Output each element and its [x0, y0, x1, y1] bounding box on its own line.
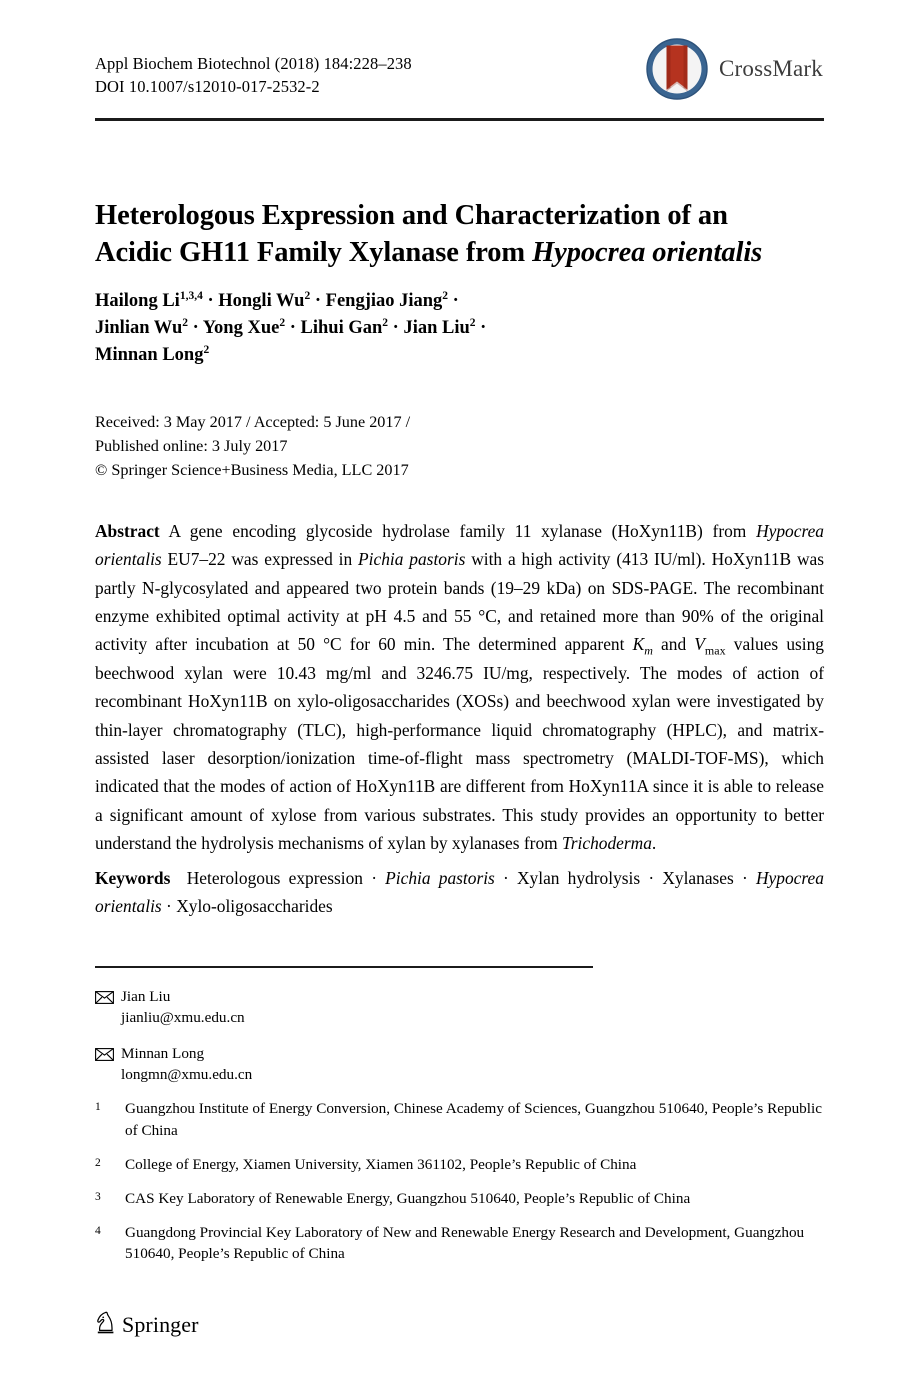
crossmark-logo-icon: [644, 36, 710, 102]
affiliation-text: Guangdong Provincial Key Laboratory of New and Renewable Energy Research and Development, Guangzhou 510640, People’s Republic of China: [125, 1223, 805, 1263]
author-affiliation-ref: 2: [279, 316, 286, 329]
abstract-label: Abstract: [95, 521, 160, 541]
correspondence-email[interactable]: longmn@xmu.edu.cn: [121, 1065, 253, 1083]
affiliation-number: 2: [95, 1156, 101, 1169]
keyword-separator: ·: [166, 895, 172, 916]
author-name: Hailong Li: [95, 291, 180, 311]
affiliation-row: [95, 1154, 835, 1176]
affiliation-text: College of Energy, Xiamen University, Xiamen 361102, People’s Republic of China: [125, 1155, 637, 1173]
publisher-footer: [95, 1310, 199, 1340]
affiliation-text: CAS Key Laboratory of Renewable Energy, Guangzhou 510640, People’s Republic of China: [125, 1189, 691, 1207]
abstract-text-1: A gene encoding glycoside hydrolase family 11 xylanase (HoXyn11B) from: [168, 521, 757, 541]
copyright-line: © Springer Science+Business Media, LLC 2017: [95, 460, 409, 479]
keyword-separator: ·: [371, 868, 377, 888]
author-affiliation-ref: 2: [304, 289, 311, 302]
author-entry: [326, 291, 448, 311]
correspondence-entry: [95, 986, 695, 1029]
author-separator: ·: [480, 318, 487, 338]
affiliation-number: 1: [95, 1101, 101, 1113]
abstract-text-4: and: [652, 634, 695, 655]
abstract-vmax-subscript: max: [704, 643, 726, 658]
abstract-text-5: values using beechwood xylan were 10.43 mg/ml and 3246.75 IU/mg, respectively. The modes of action of recombinant HoXyn11B on xylo-oligosaccharides (XOSs) and beechwood xylan were investigated by thin-layer chromatography (TLC), high-performance liquid chromatography (HPLC), and matrix-assisted laser desorption/ionization time-of-flight mass spectrometry (MALDI-TOF-MS), which indicated that the modes of action of HoXyn11B are different from HoXyn11A since it is able to release a significant amount of xylose from various substrates. This study provides an opportunity to better understand the hydrolysis mechanisms of xylan by xylanases from: [95, 634, 825, 853]
abstract-vmax-symbol: V: [694, 634, 705, 655]
envelope-icon: [95, 986, 121, 1010]
author-entry: [403, 318, 475, 338]
author-name: Lihui Gan: [300, 318, 383, 338]
keyword-item: Heterologous expression: [186, 868, 363, 888]
correspondence-details: [121, 1043, 695, 1086]
correspondence-name: Jian Liu: [121, 988, 171, 1005]
abstract-species-1: Hypocrea orientalis: [95, 521, 824, 570]
correspondence-name: Minnan Long: [121, 1044, 205, 1062]
affiliations-section: [95, 1098, 835, 1277]
author-name: Hongli Wu: [218, 291, 305, 311]
keywords-section: [95, 865, 824, 921]
author-separator: ·: [452, 291, 459, 311]
author-affiliation-ref: 2: [182, 316, 188, 329]
author-separator: ·: [392, 318, 399, 338]
keyword-item: Xylanases: [662, 868, 734, 888]
received-accepted-line: Received: 3 May 2017 / Accepted: 5 June 2017 /: [95, 413, 411, 431]
page-header: [95, 52, 823, 102]
crossmark-label: CrossMark: [718, 56, 823, 81]
keywords-label: Keywords: [95, 868, 171, 888]
affiliation-row: [95, 1222, 835, 1266]
keyword-item: Pichia pastoris: [385, 868, 495, 888]
correspondence-details: [121, 986, 695, 1029]
footnote-divider: [95, 966, 593, 968]
envelope-icon: [95, 1043, 121, 1067]
abstract-species-3: Trichoderma: [562, 832, 652, 853]
journal-citation-line: Appl Biochem Biotechnol (2018) 184:228–238: [95, 54, 412, 73]
abstract-section: [95, 517, 824, 857]
header-divider: [95, 118, 824, 121]
keyword-item: Xylan hydrolysis: [516, 868, 641, 888]
abstract-text-3: with a high activity (413 IU/ml). HoXyn11B was partly N-glycosylated and appeared two protein bands (19–29 kDa) on SDS-PAGE. The recombinant enzyme exhibited optimal activity at pH 4.5 and 55 °C, and retained more than 90% of the original activity after incubation at 50 °C for 60 min. The determined apparent: [95, 549, 825, 655]
author-affiliation-ref: 2: [382, 316, 389, 329]
page-title: [95, 197, 835, 271]
crossmark-badge[interactable]: [644, 36, 823, 102]
author-entry: [95, 345, 209, 365]
author-name: Jinlian Wu: [95, 318, 183, 338]
springer-knight-icon: [95, 1310, 117, 1340]
publication-dates: [95, 411, 695, 482]
author-separator: ·: [289, 318, 296, 338]
abstract-text-2: EU7–22 was expressed in: [161, 549, 359, 570]
author-list: [95, 288, 695, 369]
published-online-line: Published online: 3 July 2017: [95, 436, 288, 455]
keyword-item: Xylo-oligosaccharides: [176, 895, 333, 916]
affiliation-number: 3: [95, 1190, 101, 1203]
abstract-km-subscript: m: [644, 643, 653, 658]
keyword-separator: ·: [503, 868, 509, 888]
correspondence-email[interactable]: jianliu@xmu.edu.cn: [121, 1009, 245, 1027]
author-affiliation-ref: 2: [469, 316, 476, 329]
keyword-item: Hypocrea orientalis: [95, 868, 824, 916]
author-separator: ·: [207, 291, 214, 311]
author-entry: [301, 318, 389, 338]
author-name: Minnan Long: [95, 345, 204, 365]
affiliation-row: [95, 1188, 835, 1210]
author-entry: [95, 291, 203, 311]
author-entry: [218, 291, 310, 311]
correspondence-entry: [95, 1043, 695, 1086]
author-name: Jian Liu: [403, 318, 470, 338]
abstract-text-6: .: [651, 832, 657, 853]
affiliation-number: 4: [95, 1224, 101, 1237]
author-name: Fengjiao Jiang: [325, 291, 443, 311]
author-affiliation-ref: 2: [442, 289, 449, 302]
publisher-name: Springer: [122, 1312, 199, 1337]
author-separator: ·: [192, 318, 199, 338]
doi-line: DOI 10.1007/s12010-017-2532-2: [95, 77, 320, 97]
correspondence-section: [95, 986, 695, 1099]
author-affiliation-ref: 2: [203, 343, 210, 356]
author-name: Yong Xue: [202, 318, 280, 338]
keyword-separator: ·: [741, 868, 748, 888]
affiliation-row: [95, 1098, 835, 1142]
abstract-species-2: Pichia pastoris: [358, 549, 466, 570]
author-entry: [95, 318, 188, 338]
keyword-separator: ·: [648, 868, 655, 888]
title-line-1: Heterologous Expression and Characterization of an: [95, 200, 728, 232]
affiliation-text: Guangzhou Institute of Energy Conversion, Chinese Academy of Sciences, Guangzhou 510640, People’s Republic of China: [125, 1100, 822, 1139]
author-separator: ·: [314, 291, 322, 311]
abstract-km-symbol: K: [632, 634, 645, 655]
title-species-name: Hypocrea orientalis: [532, 237, 763, 269]
author-affiliation-ref: 1,3,4: [179, 289, 203, 302]
title-line-2-prefix: Acidic GH11 Family Xylanase from: [95, 237, 533, 269]
author-entry: [203, 318, 285, 338]
journal-reference: [95, 52, 412, 99]
